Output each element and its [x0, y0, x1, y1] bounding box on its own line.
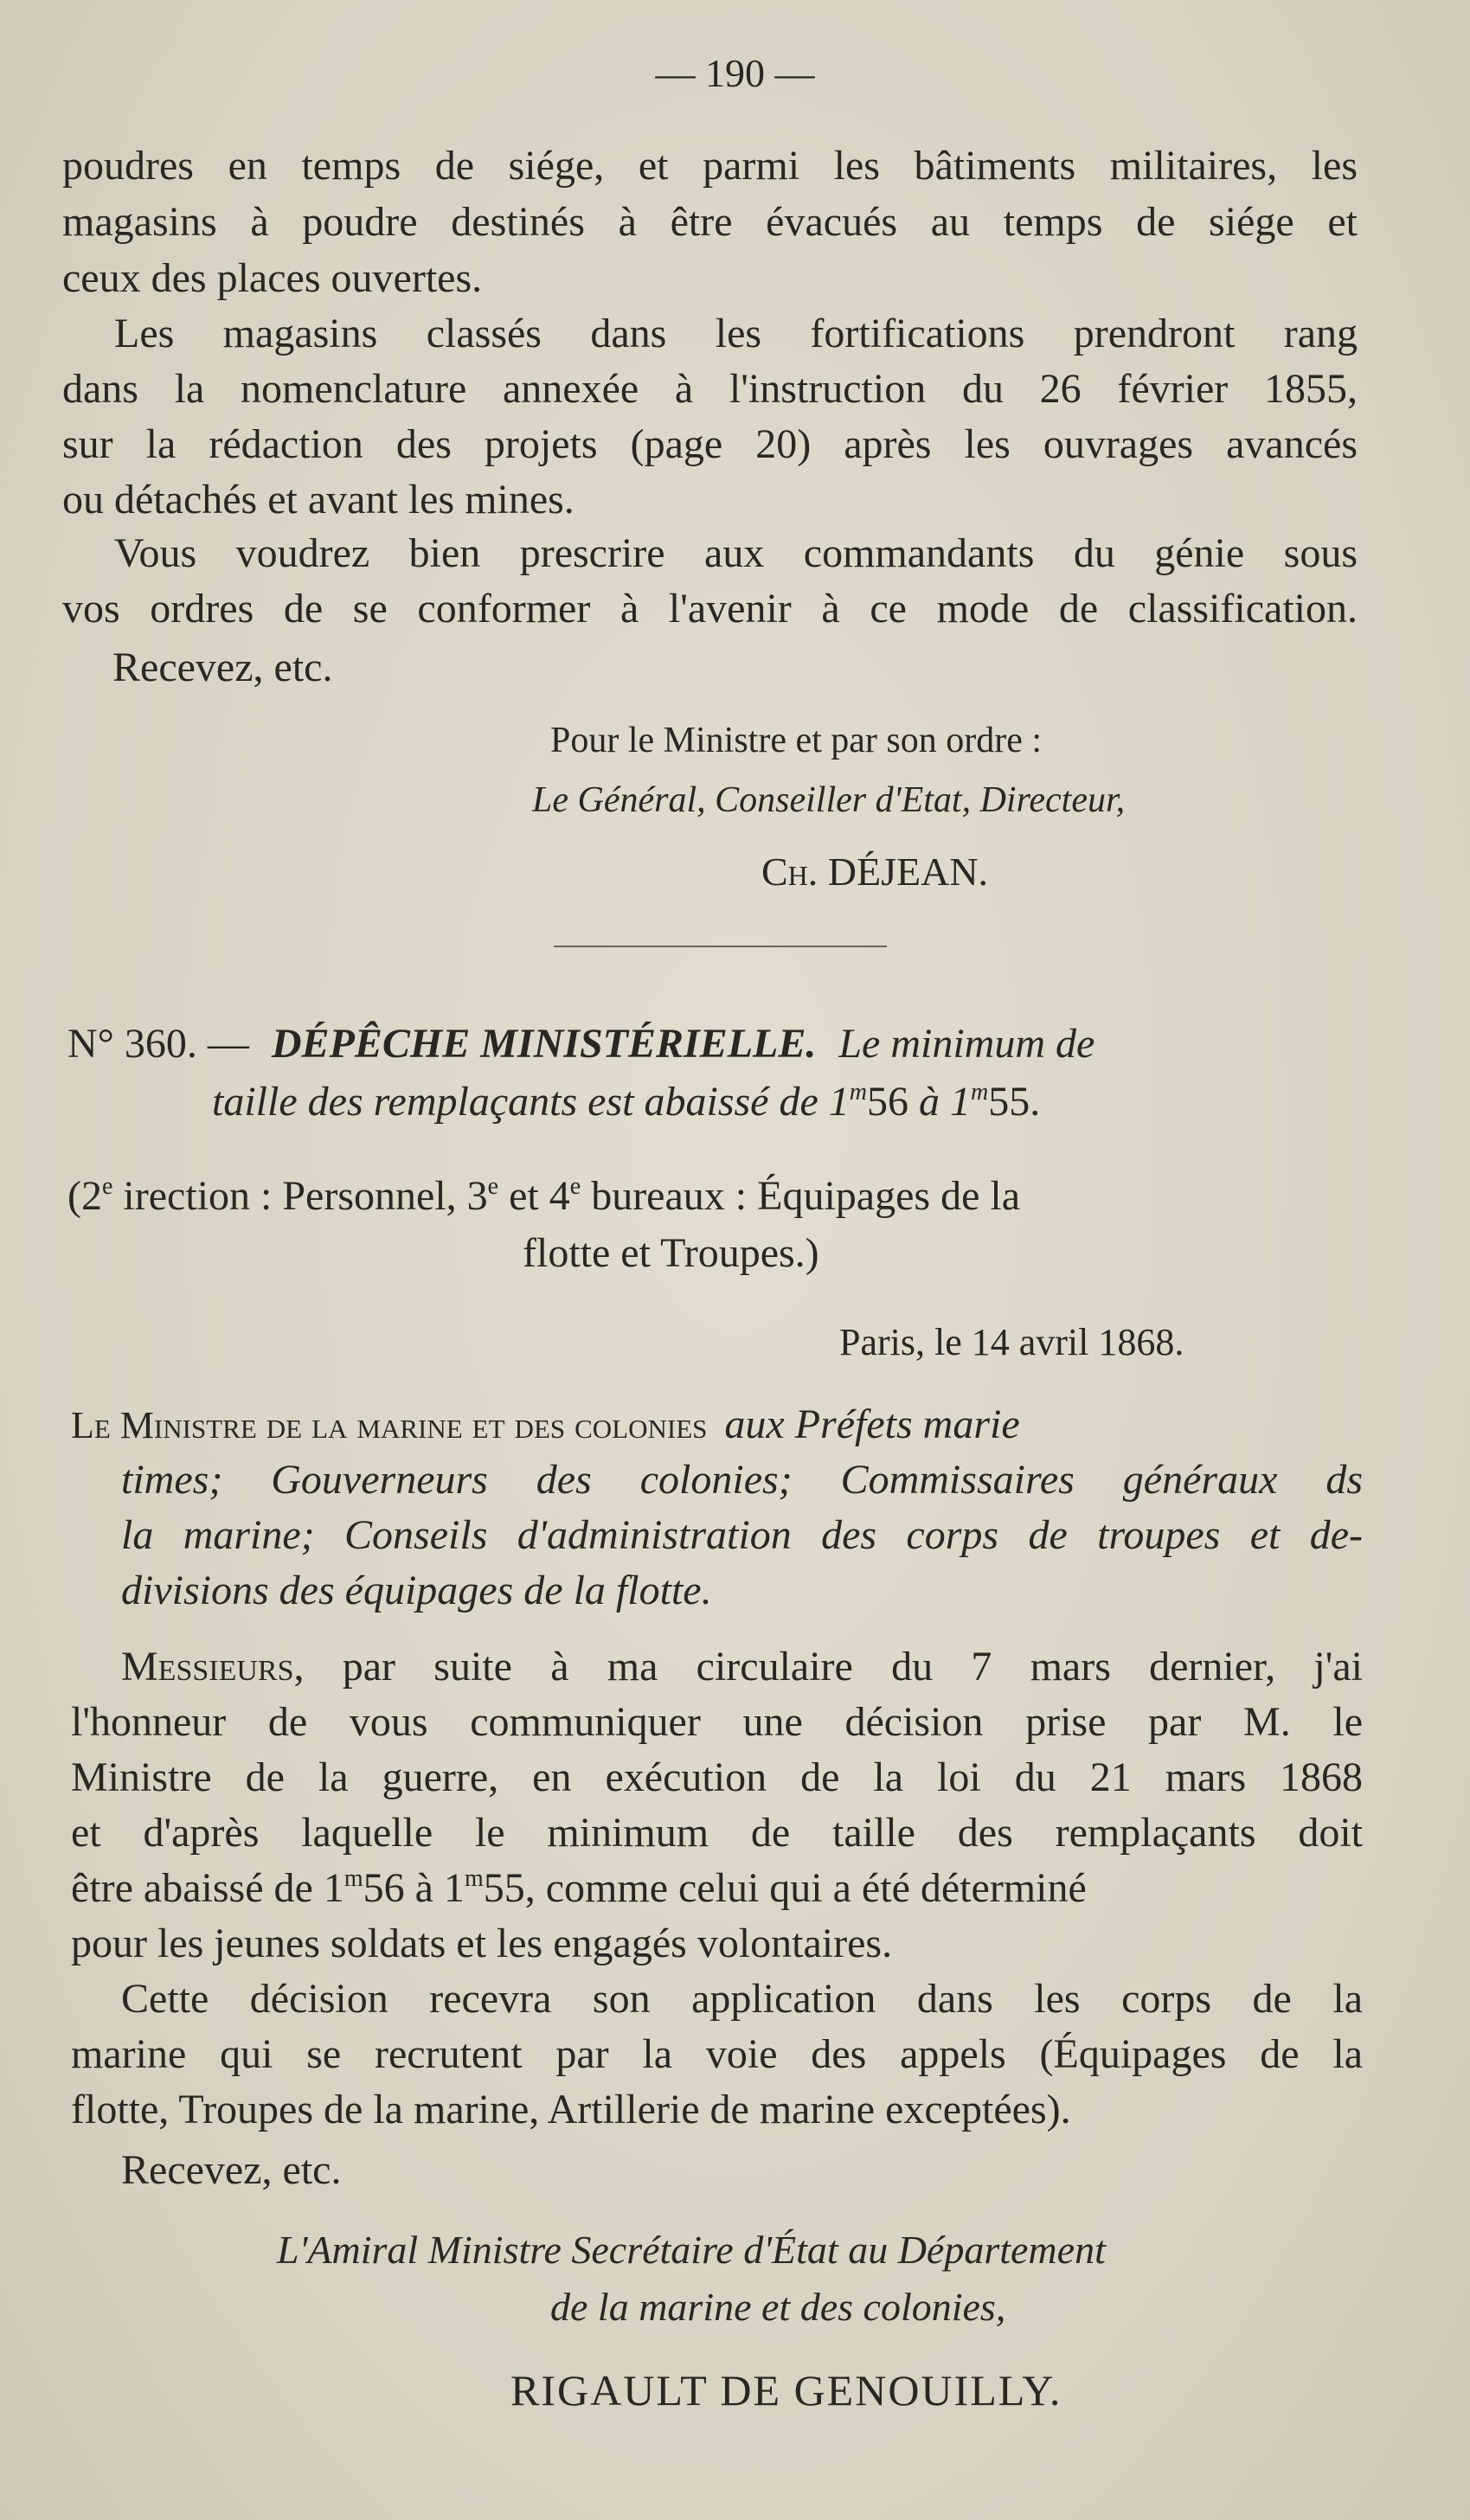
body-line: pour les jeunes soldats et les engagés volontaires. — [71, 1920, 893, 1966]
value: 56 — [867, 1079, 909, 1125]
text-line: magasins à poudre destinés à être évacués au temps de siége et — [62, 199, 1358, 245]
dispatch-summary-line2 — [212, 1081, 1040, 1123]
closing: Recevez, etc. — [121, 2147, 342, 2193]
signature-title: L'Amiral Ministre Secrétaire d'État au Département — [277, 2228, 1106, 2272]
direction-text: bureaux : Équipages de la — [591, 1173, 1021, 1219]
dispatch-summary: Le minimum de — [838, 1021, 1095, 1067]
signature-name: Ch. DÉJEAN. — [761, 850, 989, 894]
text-line: ceux des places ouvertes. — [62, 255, 483, 301]
signature-intro: Pour le Ministre et par son ordre : — [550, 721, 1043, 760]
page-number: — 190 — — [655, 51, 815, 95]
text-line: sur la rédaction des projets (page 20) après les ouvrages avancés — [62, 421, 1358, 467]
recipients: aux Préfets marie — [724, 1401, 1020, 1447]
dispatch-number: N° 360. — — [67, 1021, 249, 1067]
sup: e — [101, 1173, 113, 1200]
text-line: Vous voudrez bien prescrire aux commandants du génie sous — [114, 530, 1358, 576]
recipients: la marine; Conseils d'administration des corps de troupes et de- — [121, 1512, 1363, 1558]
text-line: poudres en temps de siége, et parmi les bâtiments militaires, les — [62, 143, 1358, 189]
signature-title: Le Général, Conseiller d'Etat, Directeur, — [532, 780, 1126, 820]
text-line: ou détachés et avant les mines. — [62, 477, 575, 523]
text-line: vos ordres de se conformer à l'avenir à ce mode de classification. — [62, 586, 1358, 632]
unit: m — [849, 1079, 868, 1106]
text-line: Les magasins classés dans les fortifications prendront rang — [114, 311, 1358, 356]
direction-line1 — [67, 1173, 1021, 1219]
salutation: Messieurs, — [121, 1644, 305, 1690]
unit: m — [971, 1079, 989, 1106]
direction-text: et 4 — [509, 1173, 570, 1219]
address-line1 — [71, 1401, 1020, 1447]
body-text: 56 à 1 — [363, 1865, 465, 1911]
place-date: Paris, le 14 avril 1868. — [839, 1321, 1184, 1363]
direction-line2: flotte et Troupes.) — [523, 1230, 819, 1276]
body-line: l'honneur de vous communiquer une décision prise par M. le — [71, 1699, 1363, 1745]
sup: e — [569, 1173, 581, 1200]
closing: Recevez, etc. — [112, 644, 333, 690]
body-line: et d'après laquelle le minimum de taille des remplaçants doit — [71, 1810, 1363, 1856]
direction-text: irection : Personnel, 3 — [123, 1173, 488, 1219]
recipients: times; Gouverneurs des colonies; Commissaires généraux ds — [121, 1457, 1363, 1503]
body-text: 55, comme celui qui a été déterminé — [483, 1865, 1087, 1911]
sender: Le Ministre de la marine et des colonies — [71, 1404, 708, 1446]
direction-text: (2 — [67, 1173, 102, 1219]
body-line: Cette décision recevra son application dans les corps de la — [121, 1976, 1363, 2022]
value: 55. — [988, 1079, 1041, 1125]
unit: m — [464, 1865, 484, 1892]
dispatch-heading — [67, 1023, 1358, 1065]
dispatch-title: DÉPÊCHE MINISTÉRIELLE. — [271, 1021, 817, 1067]
unit: m — [343, 1865, 363, 1892]
body-line: marine qui se recrutent par la voie des appels (Équipages de la — [71, 2031, 1363, 2077]
body-line — [71, 1865, 1087, 1911]
signature-title: de la marine et des colonies, — [550, 2285, 1006, 2329]
text-line: dans la nomenclature annexée à l'instruction du 26 février 1855, — [62, 366, 1358, 412]
sup: e — [487, 1173, 499, 1200]
body-line — [121, 1646, 1363, 1688]
body-line: Ministre de la guerre, en exécution de la loi du 21 mars 1868 — [71, 1754, 1363, 1800]
signature-name: RIGAULT DE GENOUILLY. — [510, 2366, 1062, 2414]
body-text: être abaissé de 1 — [71, 1865, 344, 1911]
recipients: divisions des équipages de la flotte. — [121, 1568, 712, 1613]
summary-text: à 1 — [919, 1079, 972, 1125]
section-divider — [554, 946, 887, 947]
body-line: flotte, Troupes de la marine, Artillerie de marine exceptées). — [71, 2087, 1071, 2132]
summary-text: taille des remplaçants est abaissé de 1 — [212, 1079, 850, 1125]
body-text: par suite à ma circulaire du 7 mars dernier, j'ai — [342, 1644, 1363, 1690]
